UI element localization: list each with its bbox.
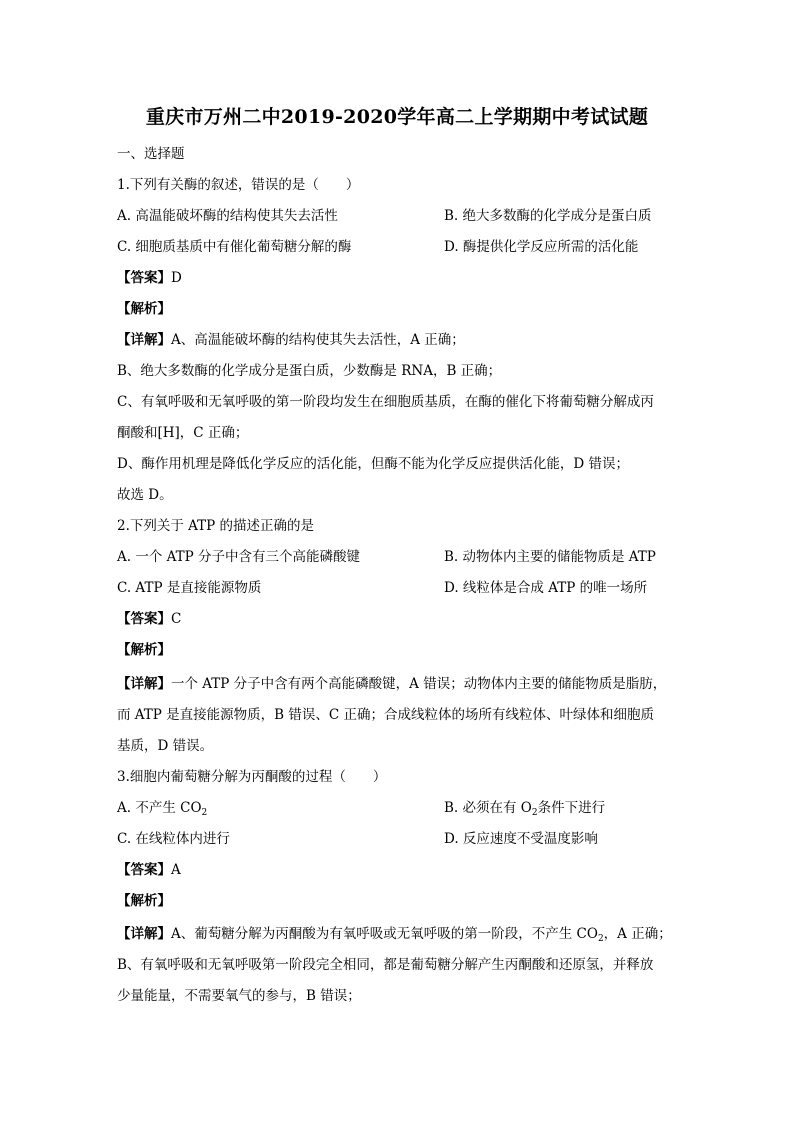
subscript: 2 <box>597 934 604 944</box>
option-text: 条件下进行 <box>537 800 606 816</box>
answer-label: 【答案】 <box>117 611 171 627</box>
option-text: B. 必须在有 O <box>444 800 532 816</box>
q1-option-a: A. 高温能破坏酶的结构使其失去活性 <box>117 208 338 224</box>
q2-option-b: B. 动物体内主要的储能物质是 ATP <box>444 549 656 565</box>
q2-analysis-label: 【解析】 <box>117 642 171 658</box>
q1-detail-line <box>117 330 465 350</box>
q2-detail-line <box>117 674 666 694</box>
q1-stem: 1.下列有关酶的叙述，错误的是（ ） <box>117 177 360 193</box>
q1-option-c: C. 细胞质基质中有催化葡萄糖分解的酶 <box>117 239 352 255</box>
q3-detail-line: B、有氧呼吸和无氧呼吸第一阶段完全相同，都是葡萄糖分解产生丙酮酸和还原氢，并释放 <box>117 957 654 973</box>
detail-text: A、高温能破坏酶的结构使其失去活性，A 正确； <box>171 332 465 348</box>
q1-detail-line: B、绝大多数酶的化学成分是蛋白质，少数酶是 RNA，B 正确； <box>117 363 502 379</box>
q2-detail-line: 而 ATP 是直接能源物质，B 错误、C 正确；合成线粒体的场所有线粒体、叶绿体和细胞质 <box>117 707 655 723</box>
section-heading: 一、选择题 <box>117 146 185 162</box>
q3-option-b <box>444 798 605 818</box>
q2-option-d: D. 线粒体是合成 ATP 的唯一场所 <box>444 580 648 596</box>
q1-option-b: B. 绝大多数酶的化学成分是蛋白质 <box>444 208 652 224</box>
q3-analysis-label: 【解析】 <box>117 893 171 909</box>
q1-detail-line: C、有氧呼吸和无氧呼吸的第一阶段均发生在细胞质基质，在酶的催化下将葡萄糖分解成丙 <box>117 394 654 410</box>
detail-text: 一个 ATP 分子中含有两个高能磷酸键，A 错误；动物体内主要的储能物质是脂肪， <box>171 676 667 692</box>
detail-label: 【详解】 <box>117 926 171 942</box>
answer-value: A <box>171 862 181 878</box>
q3-option-c: C. 在线粒体内进行 <box>117 831 230 847</box>
q2-detail-line: 基质，D 错误。 <box>117 738 214 754</box>
page-title: 重庆市万州二中2019-2020学年高二上学期期中考试试题 <box>145 106 649 128</box>
q3-option-d: D. 反应速度不受温度影响 <box>444 831 598 847</box>
q3-stem: 3.细胞内葡萄糖分解为丙酮酸的过程（ ） <box>117 769 387 785</box>
subscript: 2 <box>531 808 538 818</box>
answer-value: C <box>171 611 182 627</box>
q1-detail-line: 酮酸和[H]，C 正确； <box>117 425 249 441</box>
q3-detail-line <box>117 924 672 944</box>
q1-detail-line: 故选 D。 <box>117 487 173 503</box>
q2-option-c: C. ATP 是直接能源物质 <box>117 580 262 596</box>
q3-answer <box>117 860 181 880</box>
q3-option-a <box>117 798 207 818</box>
option-text: A. 不产生 CO <box>117 800 202 816</box>
detail-text: ，A 正确； <box>603 926 672 942</box>
q1-analysis-label: 【解析】 <box>117 301 171 317</box>
answer-value: D <box>171 270 182 286</box>
q1-answer <box>117 268 182 288</box>
q3-detail-line: 少量能量，不需要氧气的参与，B 错误； <box>117 988 361 1004</box>
q2-stem: 2.下列关于 ATP 的描述正确的是 <box>117 518 315 534</box>
q2-answer <box>117 609 181 629</box>
answer-label: 【答案】 <box>117 270 171 286</box>
q2-option-a: A. 一个 ATP 分子中含有三个高能磷酸键 <box>117 549 361 565</box>
detail-text: A、葡萄糖分解为丙酮酸为有氧呼吸或无氧呼吸的第一阶段，不产生 CO <box>171 926 598 942</box>
q1-option-d: D. 酶提供化学反应所需的活化能 <box>444 239 639 255</box>
answer-label: 【答案】 <box>117 862 171 878</box>
detail-label: 【详解】 <box>117 332 171 348</box>
subscript: 2 <box>201 808 208 818</box>
detail-label: 【详解】 <box>117 676 171 692</box>
q1-detail-line: D、酶作用机理是降低化学反应的活化能，但酶不能为化学反应提供活化能，D 错误； <box>117 456 629 472</box>
